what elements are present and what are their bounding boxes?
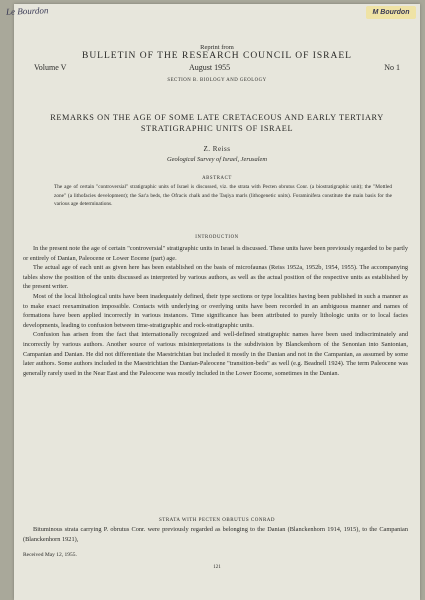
body-paragraph: The actual age of each unit as given here has been established on the basis of microfaunas (Reiss 1952a, 1952b, 1954, 1955). The accompanying tables show the position of the units discussed as interpreted by various authors, as well as the actual position of the respective units as established by the present writer. [23,264,408,291]
strata-heading: STRATA WITH PECTEN OBRUTUS CONRAD [158,518,275,523]
strata-body [23,525,408,544]
body-paragraph: Most of the local lithological units have been inadequately defined, their type sections or type localities having been published in such a manner as to make exact reexamination impossible. Contacts with underlying or overlying units have been recorded in an ambiguous manner and names of formations have been applied incorrectly in various instances. Time significance has been attributed to purely lithologic units or to local facies developments, leading to confusion between time-stratigraphic and rock-stratigraphic units. [23,292,408,329]
body-paragraph: Confusion has arisen from the fact that internationally recognized and well-defined stratigraphic names have been used indiscriminately and incorrectly by various authors. Another source of various misinterpretations is the subdivision by Blanckenhorn of the Senonian into Santonian, Campanian and Danian. He did not differentiate the Maestrichtian but included it mostly in the Danian and not in the Campanian, as assumed by some later authors. Some authors included in the Maestrichtian the Danian-Paleocene "transition-beds" as well (e.g. Beadnell 1924). The term Paleocene was generally rarely used in the Near East and the Paleocene was mostly included in the Lower Eocene, sometimes in the Danian. [23,331,408,377]
handwritten-note: Le Bourdon [5,5,49,17]
author-affiliation: Geological Survey of Israel, Jerusalem [167,156,267,163]
reprint-label: Reprint from [200,44,234,51]
received-date: Received May 12, 1955. [23,552,77,558]
document-page [5,4,420,600]
article-author: Z. Reiss [203,145,231,153]
owner-sticker: M Bourdon [366,6,416,19]
article-title: REMARKS ON THE AGE OF SOME LATE CRETACEOUS AND EARLY TERTIARY STRATIGRAPHIC UNITS OF ISRAEL [50,113,384,133]
issue-number: No 1 [384,63,400,72]
abstract-text: The age of certain "controversial" stratigraphic units of Israel is discussed, viz. the strata with Pecten obrutus Conr. (a biostratigraphic unit); the "Mottled zone" (a lithofacies development); the Sar'a beds, the Ofracis chalk and the Taqiya marls (lithogenetic units). Foraminifera constitute the main basis for the various age determinations. [54,184,392,207]
section-label: SECTION B. BIOLOGY AND GEOLOGY [167,78,267,83]
introduction-heading: INTRODUCTION [195,235,239,240]
abstract-heading: ABSTRACT [202,176,232,181]
journal-title: BULLETIN OF THE RESEARCH COUNCIL OF ISRAEL [81,51,352,61]
issue-date: August 1955 [189,63,231,72]
introduction-body [23,244,408,378]
body-paragraph: Bituminous strata carrying P. obrutus Conr. were previously regarded as belonging to the Danian (Blanckenhorn 1914, 1915), to the Campanian (Blanckenhorn 1921), [23,526,408,543]
volume-label: Volume V [34,63,67,72]
body-paragraph: In the present note the age of certain "controversial" stratigraphic units in Israel is discussed. These units have been previously regarded to be partly or entirely of Danian, Paleocene or Lower Eocene (part) age. [23,245,408,262]
page-number: 121 [213,565,221,570]
